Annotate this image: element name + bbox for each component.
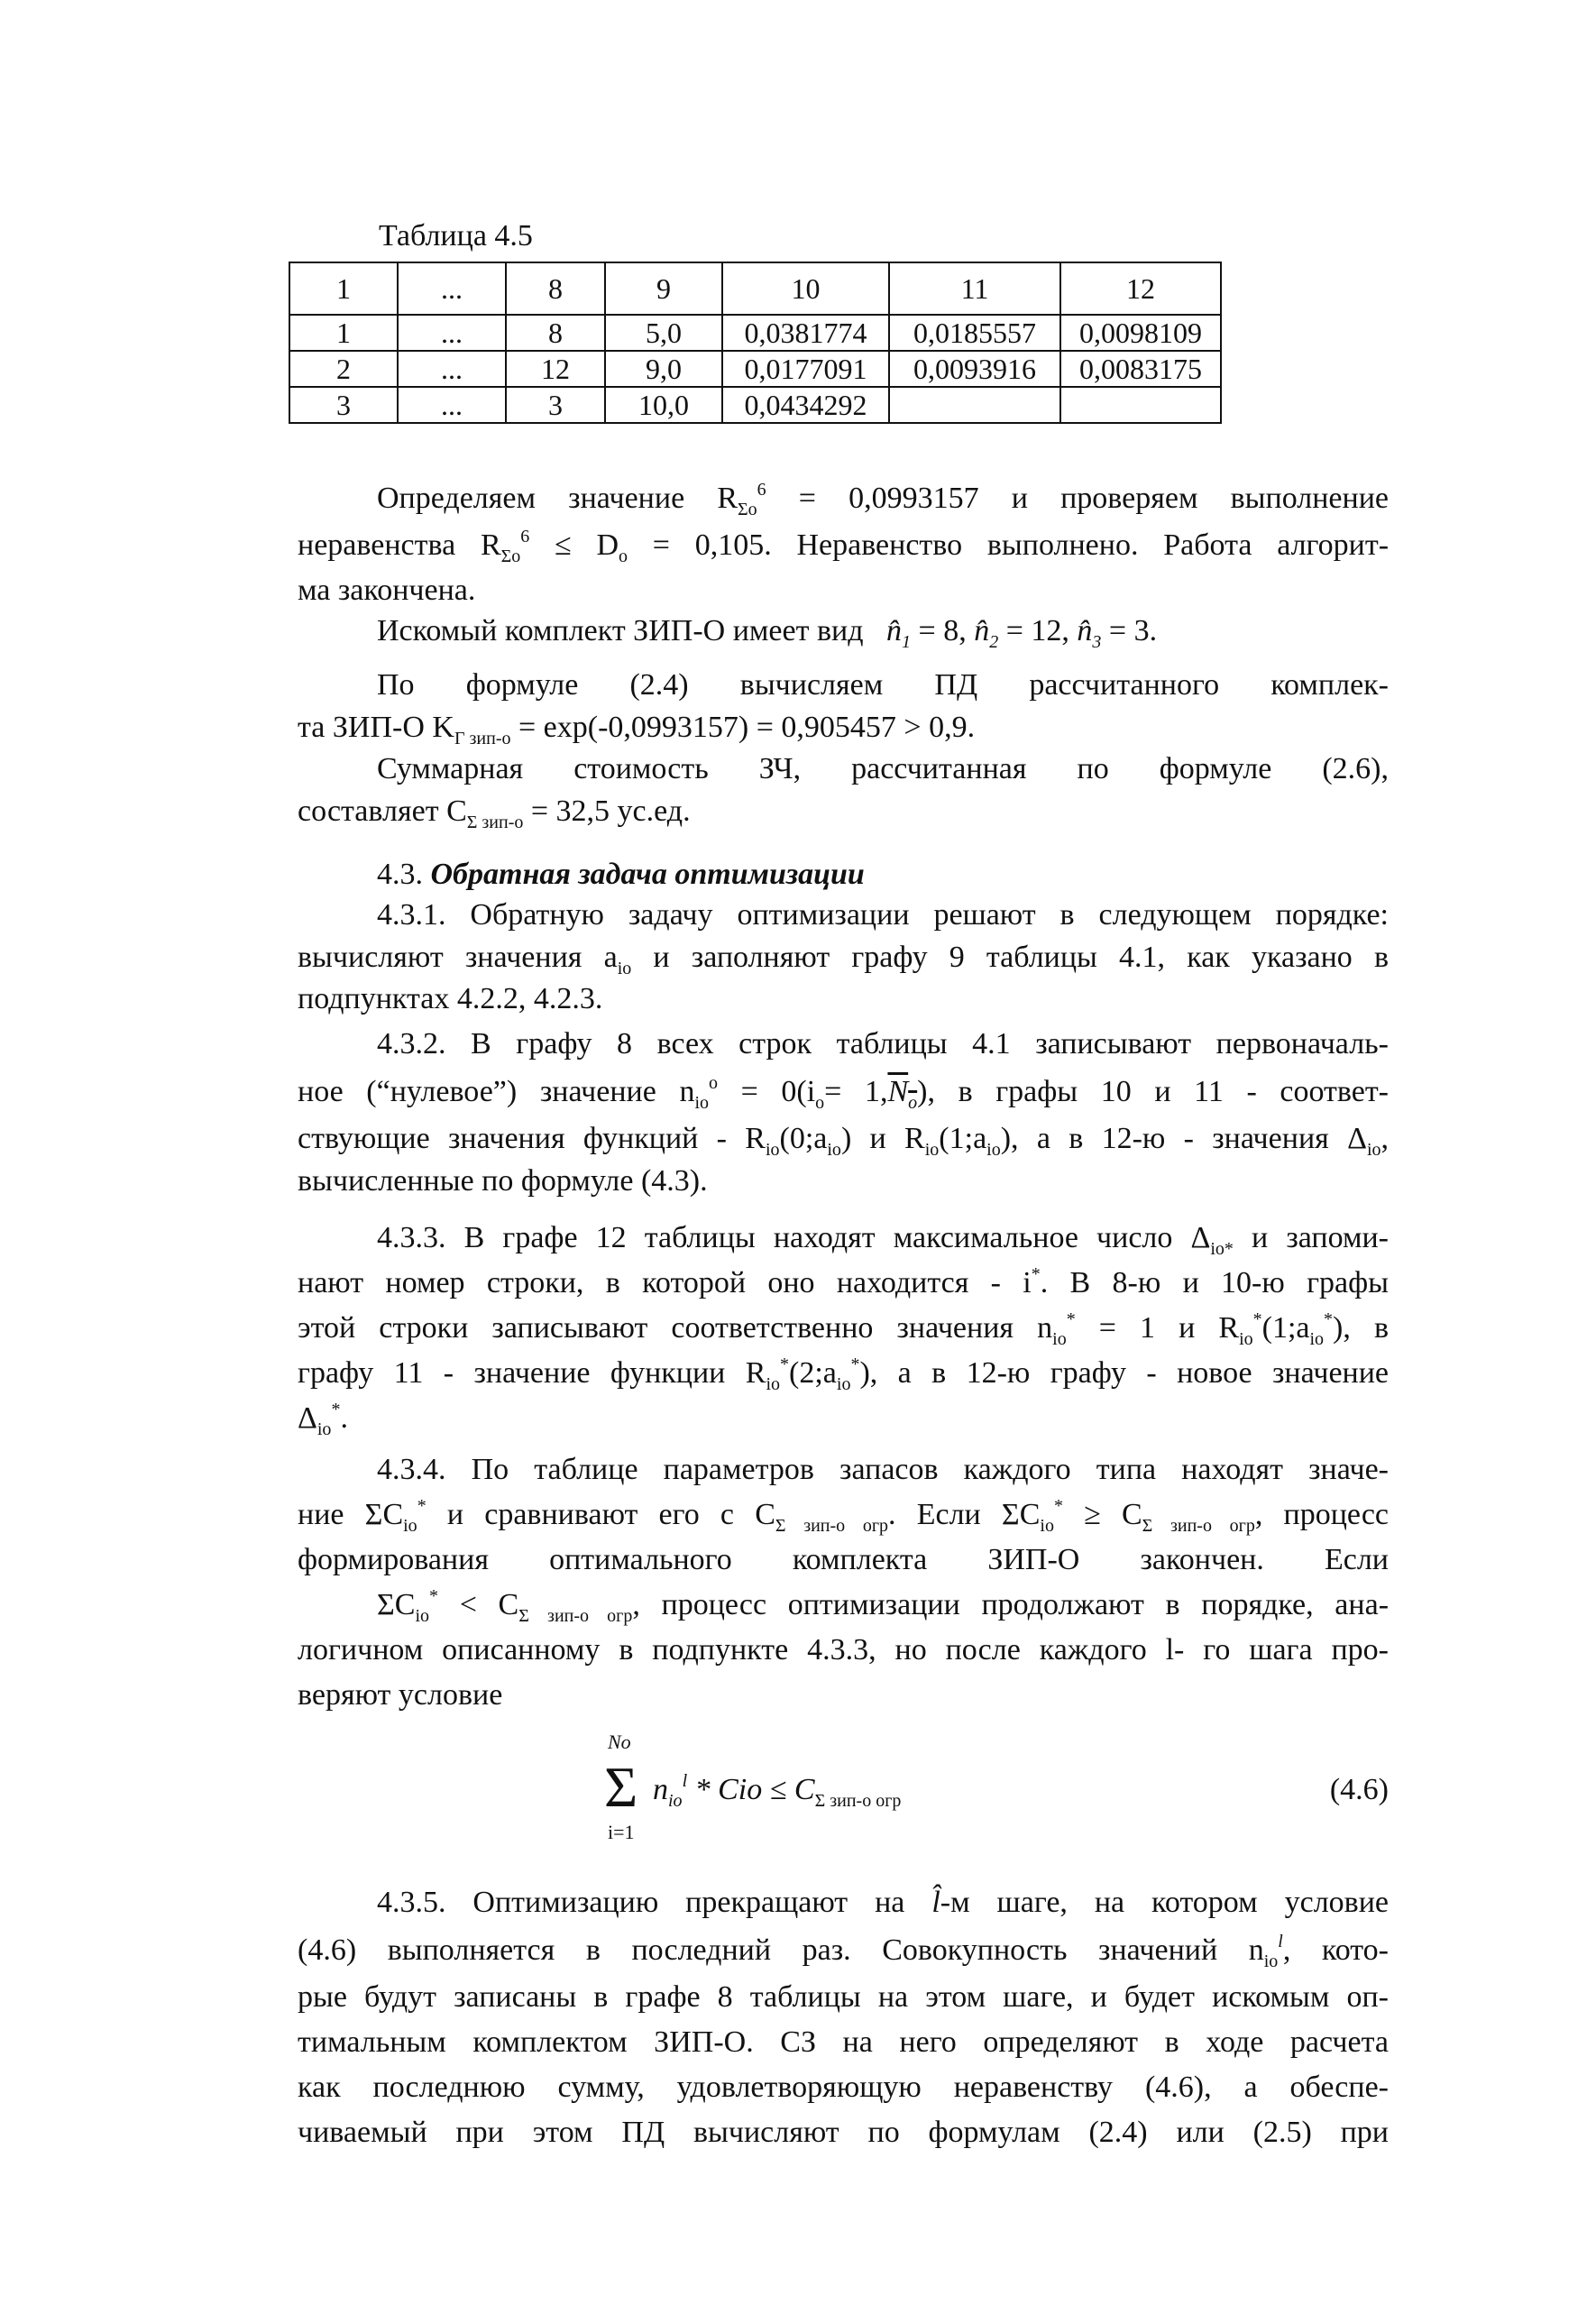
table-caption: Таблица 4.5 [379, 219, 533, 253]
header-cell: 12 [1060, 262, 1221, 315]
paragraph-line: неравенства $R_{\Sigma o}^6 \le D_o = 0,105$. Неравенство выполнено. Работа алгорит- [298, 527, 1390, 566]
paragraph-line: ние $\Sigma C_{io}^*$ и сравнивают его с $C_{\Sigma зип-о огр}$. Если $\Sigma C_{io}^* \ge C_{\Sigma зип-о огр}$, процесс [298, 1496, 1390, 1536]
table-cell: 8 [506, 315, 605, 351]
table-cell: 10,0 [605, 387, 722, 423]
sum-symbol: Σ [604, 1755, 638, 1819]
paragraph-line: 4.3.4. По таблице параметров запасов каждого типа находят значе- [377, 1453, 1389, 1486]
table-cell: 2 [289, 351, 398, 387]
table-cell: ... [398, 387, 506, 423]
paragraph-line: та ЗИП-О $K_{Г зип-о} = \exp(-0,0993157) = 0,905457 > 0,9$. [298, 711, 976, 748]
paragraph-line: ствующие значения функций - $R_{io}(0;a_{io})$ и $R_{io}(1;a_{io})$, а в 12-ю - значения $\Delta_{io}$, [298, 1122, 1389, 1160]
table-row [289, 387, 1221, 423]
paragraph-line: вычисляют значения $a_{io}$ и заполняют графу 9 таблицы 4.1, как указано в [298, 941, 1389, 978]
paragraph-line: $\Delta_{io}^*$. [298, 1400, 348, 1439]
table-cell: 3 [289, 387, 398, 423]
paragraph-line: тимальным комплектом ЗИП-О. СЗ на него определяют в ходе расчета [298, 2025, 1389, 2059]
table-cell: 0,0381774 [722, 315, 889, 351]
paragraph-line: этой строки записывают соответственно значения $n_{io}^* = 1$ и $R_{io}^*(1;a_{io}^*)$, в [298, 1309, 1389, 1349]
table-cell: 0,0093916 [889, 351, 1060, 387]
table-cell: 12 [506, 351, 605, 387]
section-heading: 4.3. Обратная задача оптимизации [377, 858, 865, 891]
paragraph-line: вычисленные по формуле (4.3). [298, 1164, 708, 1198]
paragraph-line: логичном описанному в подпункте 4.3.3, но после каждого l- го шага про- [298, 1633, 1389, 1667]
sum-lower-limit: i=1 [608, 1821, 635, 1843]
table-cell: 9,0 [605, 351, 722, 387]
formula-4-6 [577, 1731, 1389, 1849]
table-row [289, 315, 1221, 351]
paragraph-line: Определяем значение $R_{\Sigma o}^6 = 0,0993157$ и проверяем выполнение [377, 480, 1389, 519]
paragraph-line: нают номер строки, в которой оно находится - i*. В 8-ю и 10-ю графы [298, 1264, 1389, 1299]
paragraph-line: чиваемый при этом ПД вычисляют по формулам (2.4) или (2.5) при [298, 2116, 1389, 2149]
table-cell: ... [398, 315, 506, 351]
equation-number: (4.6) [1329, 1773, 1389, 1806]
paragraph-line: составляет $C_{\Sigma зип-о} = 32,5$ ус.ед. [298, 794, 691, 832]
paragraph-line: Искомый комплект ЗИП-О имеет вид $n̂_1 = 8$, $n̂_2 = 12$, $n̂_3 = 3$. [377, 614, 1158, 652]
paragraph-line: графу 11 - значение функции $R_{io}^*(2;a_{io}^*)$, а в 12-ю графу - новое значение [298, 1354, 1390, 1394]
table-cell [889, 387, 1060, 423]
table-cell: 5,0 [605, 315, 722, 351]
paragraph-line: подпунктах 4.2.2, 4.2.3. [298, 982, 603, 1015]
paragraph-line: рые будут записаны в графе 8 таблицы на этом шаге, и будет искомым оп- [298, 1980, 1389, 2014]
header-cell: ... [398, 262, 506, 315]
table-cell: 0,0185557 [889, 315, 1060, 351]
paragraph-line: веряют условие [298, 1678, 503, 1712]
paragraph-line: 4.3.5. Оптимизацию прекращают на l̂-м шаге, на котором условие [377, 1886, 1390, 1919]
table-cell: ... [398, 351, 506, 387]
table-cell: 0,0177091 [722, 351, 889, 387]
paragraph-line: 4.3.3. В графе 12 таблицы находят максимальное число $\Delta_{io*}$ и запоми- [377, 1221, 1389, 1259]
table-cell: 3 [506, 387, 605, 423]
paragraph-line: 4.3.2. В графу 8 всех строк таблицы 4.1 записывают первоначаль- [377, 1027, 1389, 1061]
header-cell: 1 [289, 262, 398, 315]
table-4-5 [289, 262, 1222, 424]
paragraph-line: формирования оптимального комплекта ЗИП-О закончен. Если [298, 1543, 1389, 1576]
table-row [289, 351, 1221, 387]
paragraph-line: Суммарная стоимость ЗЧ, рассчитанная по формуле (2.6), [377, 752, 1389, 785]
paragraph-line: 4.3.1. Обратную задачу оптимизации решают в следующем порядке: [377, 898, 1389, 932]
header-cell: 8 [506, 262, 605, 315]
table-cell: 1 [289, 315, 398, 351]
header-cell: 9 [605, 262, 722, 315]
header-cell: 11 [889, 262, 1060, 315]
sum-expression: $n_{io}^l$ * Cio ≤ $C_{\Sigma зип-о огр}$ [653, 1771, 902, 1811]
paragraph-line: как последнюю сумму, удовлетворяющую неравенству (4.6), а обеспе- [298, 2071, 1389, 2104]
paragraph-line: (4.6) выполняется в последний раз. Совокупность значений $n_{io}^l$, кото- [298, 1932, 1390, 1971]
table-header-row [289, 262, 1221, 315]
sum-upper-limit: No [608, 1731, 631, 1753]
header-cell: 10 [722, 262, 889, 315]
paragraph-line: $\Sigma C_{io}^* < C_{\Sigma зип-о огр}$, процесс оптимизации продолжают в порядке, ана- [377, 1586, 1390, 1626]
paragraph-line: По формуле (2.4) вычисляем ПД рассчитанного комплек- [377, 668, 1389, 702]
table-cell: 0,0083175 [1060, 351, 1221, 387]
paragraph-line: ма закончена. [298, 574, 476, 607]
table-cell: 0,0098109 [1060, 315, 1221, 351]
table-cell: 0,0434292 [722, 387, 889, 423]
table-cell [1060, 387, 1221, 423]
paragraph-line: ное (“нулевое”) значение $n_{io}^o = 0(i_o= 1,N_o)$, в графы 10 и 11 - соответ- [298, 1073, 1390, 1113]
